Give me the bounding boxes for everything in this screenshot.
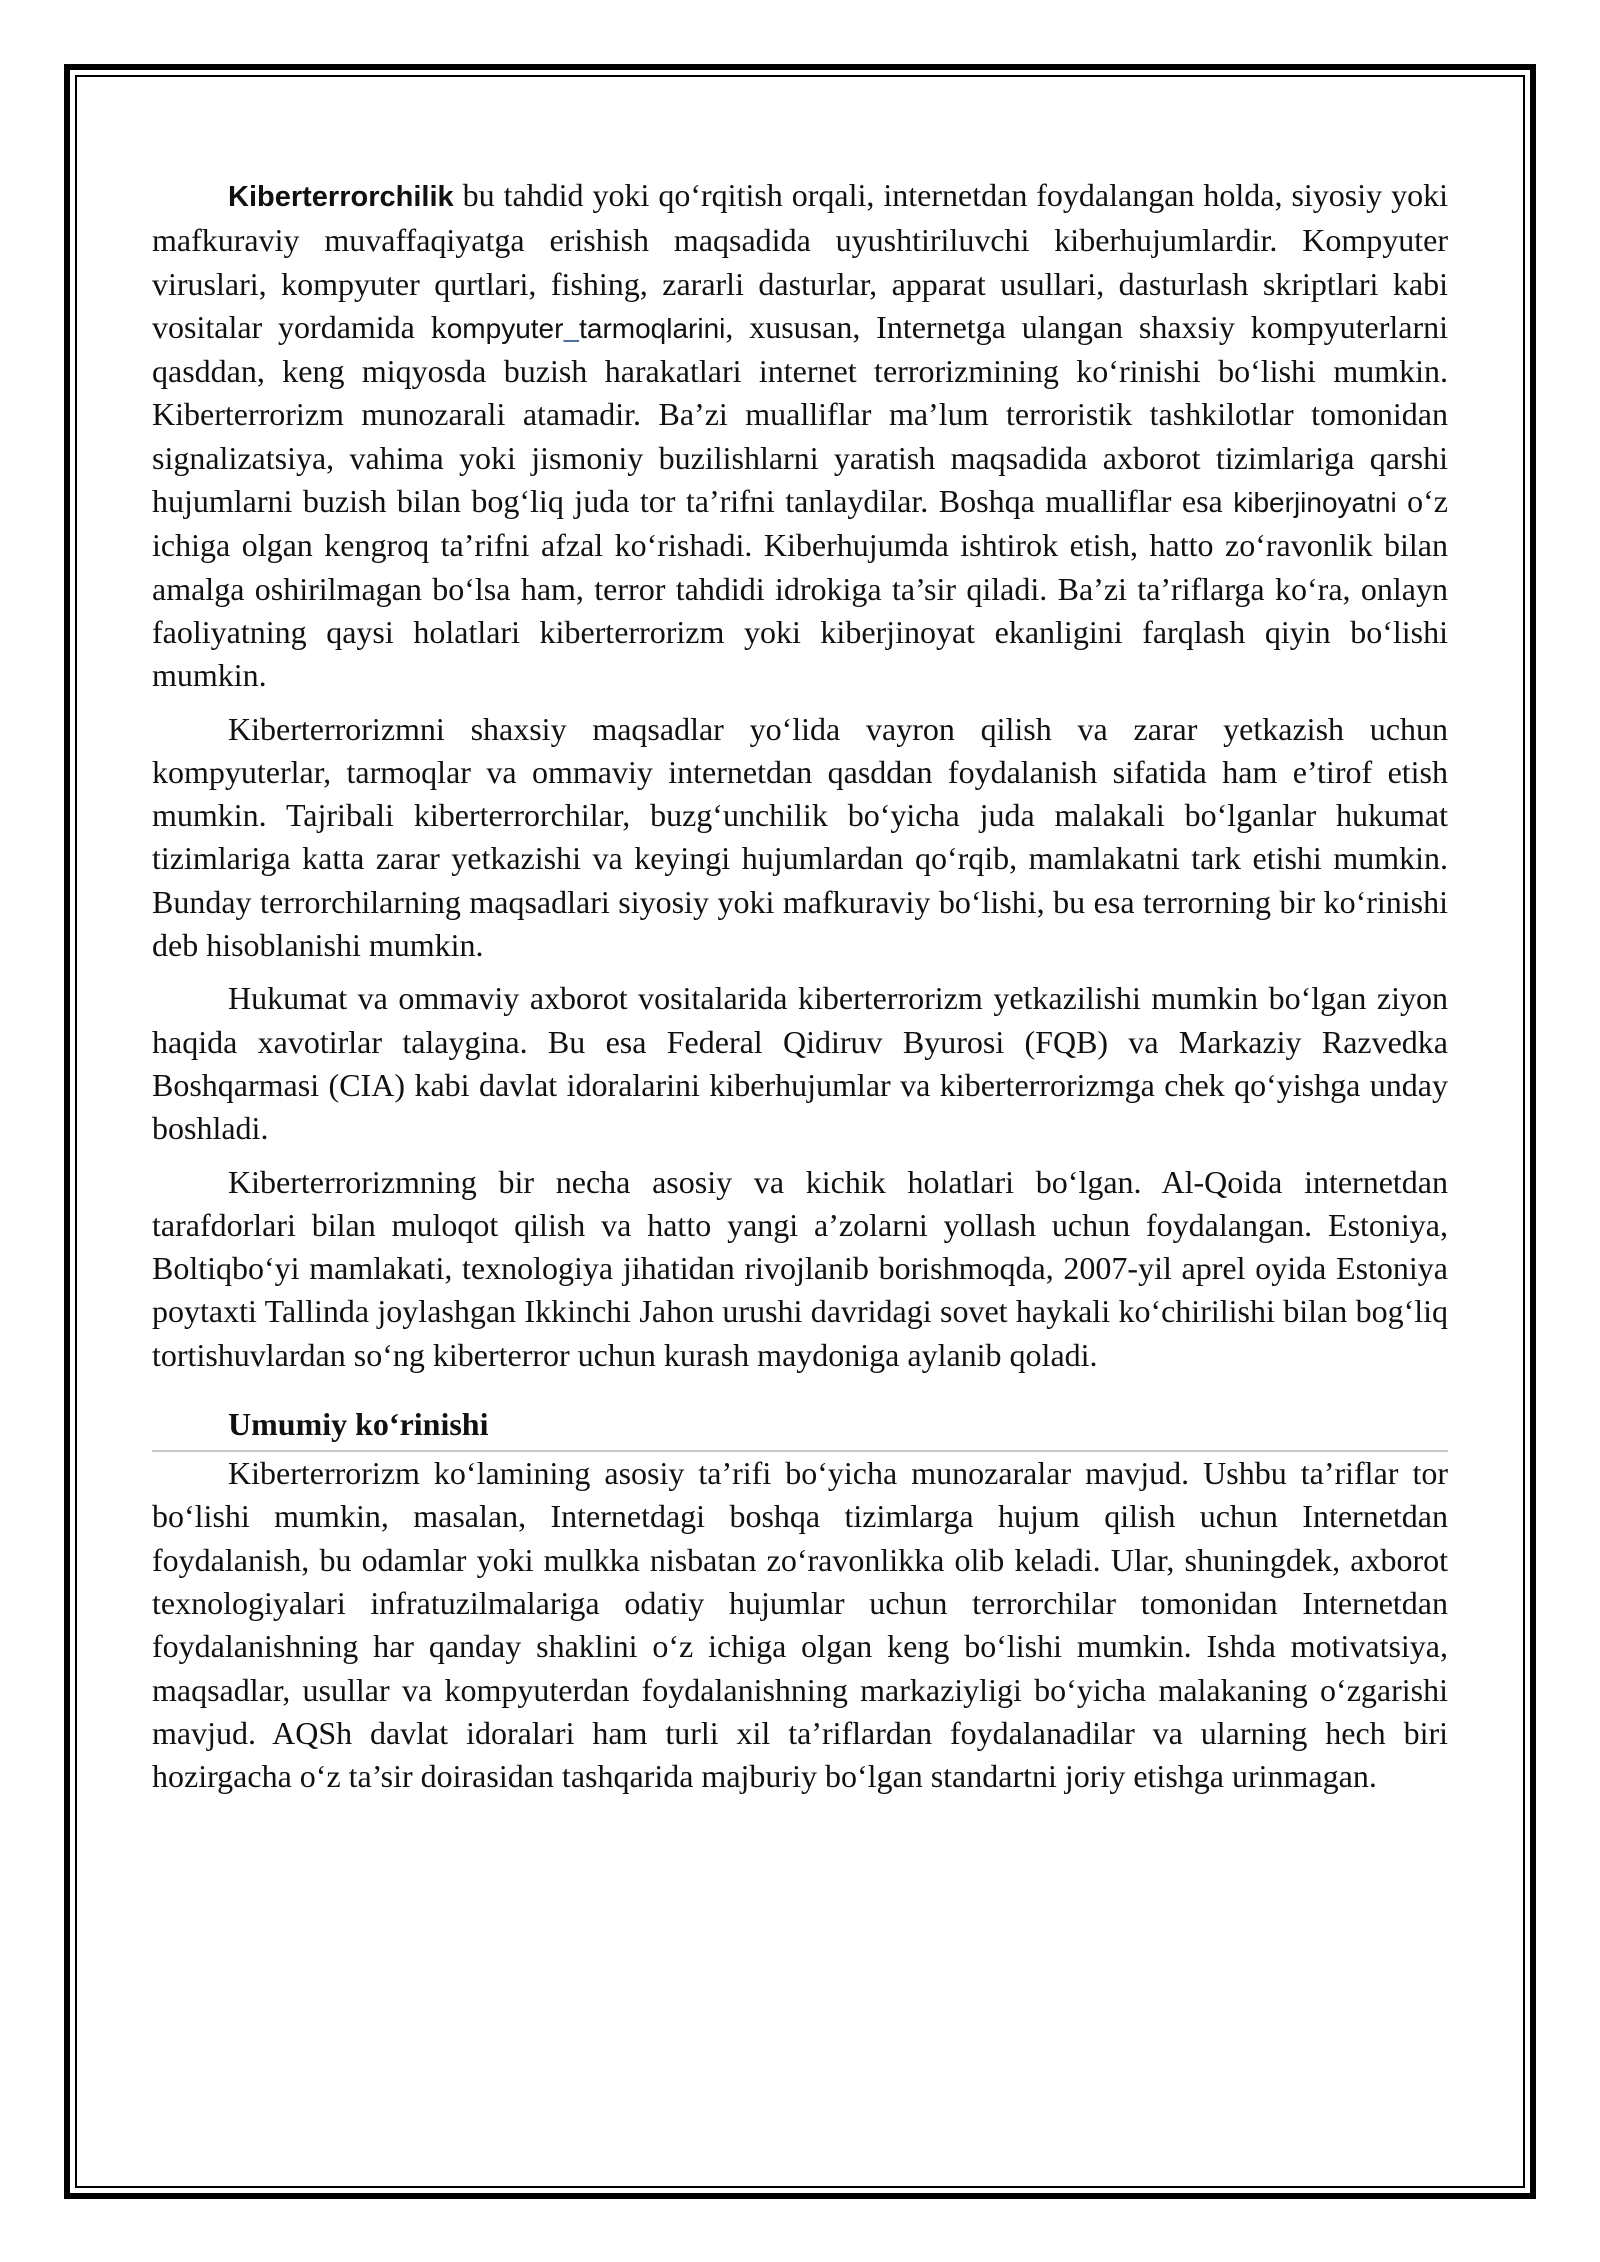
- paragraph-1-text-c: o‘z ichiga olgan kengroq ta’rifni afzal ko‘rishadi. Kiberhujumda ishtirok etish, hatto zo‘ravonlik bilan amalga oshirilmagan bo‘lsa ham, terror tahdidi idrokiga ta’sir qiladi. Ba’zi ta’riflarga ko‘ra, onlayn faoliyatning qaysi holatlari kiberterrorizm yoki kiberjinoyat ekanligini farqlash qiyin bo‘lishi mumkin.: [152, 483, 1449, 694]
- link-part-1: ompyuter: [446, 312, 564, 344]
- term-kiberterrorchilik: Kiberterrorchilik: [228, 181, 454, 213]
- paragraph-3: Hukumat va ommaviy axborot vositalarida kiberterrorizm yetkazilishi mumkin bo‘lgan ziyon haqida xavotirlar talaygina. Bu esa Federal Qidiruv Byurosi (FQB) va Markaziy Razvedka Boshqarmasi (CIA) kabi davlat idoralarini kiberhujumlar va kiberterrorizmga chek qo‘yishga unday boshladi.: [152, 980, 1448, 1147]
- paragraph-1: [152, 174, 1448, 698]
- paragraph-1-text-b: , xususan, Internetga ulangan shaxsiy kompyuterlarni qasddan, keng miqyosda buzish harakatlari internet terrorizmining ko‘rinishi bo‘lishi mumkin. Kiberterrorizm munozarali atamadir. Ba’zi mualliflar ma’lum terroristik tashkilotlar tomonidan signalizatsiya, vahima yoki jismoniy buzilishlarni yaratish maqsadida axborot tizimlariga qarshi hujumlarni buzish bilan bog‘liq juda tor ta’rifni tanlaydilar. Boshqa mualliflar esa: [152, 308, 1449, 520]
- paragraph-5: Kiberterrorizm ko‘lamining asosiy ta’rifi bo‘yicha munozaralar mavjud. Ushbu ta’riflar tor bo‘lishi mumkin, masalan, Internetdagi boshqa tizimlarga hujum qilish uchun Internetdan foydalanish, bu odamlar yoki mulkka nisbatan zo‘ravonlikka olib keladi. Ular, shuningdek, axborot texnologiyalari infratuzilmalariga odatiy hujumlar uchun terrorchilar tomonidan Internetdan foydalanishning har qanday shaklini o‘z ichiga olgan keng bo‘lishi mumkin. Ishda motivatsiya, maqsadlar, usullar va kompyuterdan foydalanishning markaziyligi bo‘yicha malakaning o‘zgarishi mavjud. AQSh davlat idoralari ham turli xil ta’riflardan foydalanadilar va ularning hech biri hozirgacha o‘z ta’sir doirasidan tashqarida majburiy bo‘lgan standartni joriy etishga urinmagan.: [152, 1455, 1448, 1795]
- paragraph-1-text-a: bu tahdid yoki qo‘rqitish orqali, internetdan foydalangan holda, siyosiy yoki mafkuraviy muvaffaqiyatga erishish maqsadida uyushtiriluvchi kiberhujumlardir. Kompyuter viruslari, kompyuter qurtlari, fishing, zararli dasturlar, apparat usullari, dasturlash skriptlari kabi vositalar yordamida k: [152, 177, 1448, 345]
- link-separator: [563, 313, 579, 344]
- link-kompyuter-tarmoqlarini[interactable]: [447, 313, 726, 344]
- section-heading-umumiy-korinishi: Umumiy ko‘rinishi: [152, 1403, 1448, 1452]
- paragraph-2: Kiberterrorizmni shaxsiy maqsadlar yo‘lida vayron qilish va zarar yetkazish uchun kompyuterlar, tarmoqlar va ommaviy internetdan qasddan foydalanish sifatida ham e’tirof etish mumkin. Tajribali kiberterrorchilar, buzg‘unchilik bo‘yicha juda malakali bo‘lganlar hukumat tizimlariga katta zarar yetkazishi va keyingi hujumlardan qo‘rqib, mamlakatni tark etishi mumkin. Bunday terrorchilarning maqsadlari siyosiy yoki mafkuraviy bo‘lishi, bu esa terrorning bir ko‘rinishi deb hisoblanishi mumkin.: [152, 710, 1448, 964]
- document-body: [152, 174, 1448, 1808]
- term-kiberjinoyatni: kiberjinoyatni: [1233, 487, 1397, 519]
- link-part-2: tarmoqlarini: [579, 312, 726, 344]
- paragraph-4: Kiberterrorizmning bir necha asosiy va kichik holatlari bo‘lgan. Al-Qoida internetdan tarafdorlari bilan muloqot qilish va hatto yangi a’zolarni yollash uchun foydalangan. Estoniya, Boltiqbo‘yi mamlakati, texnologiya jihatidan rivojlanib borishmoqda, 2007-yil aprel oyida Estoniya poytaxti Tallinda joylashgan Ikkinchi Jahon urushi davridagi sovet haykali ko‘chirilishi bilan bog‘liq tortishuvlardan so‘ng kiberterror uchun kurash maydoniga aylanib qoladi.: [152, 1163, 1448, 1373]
